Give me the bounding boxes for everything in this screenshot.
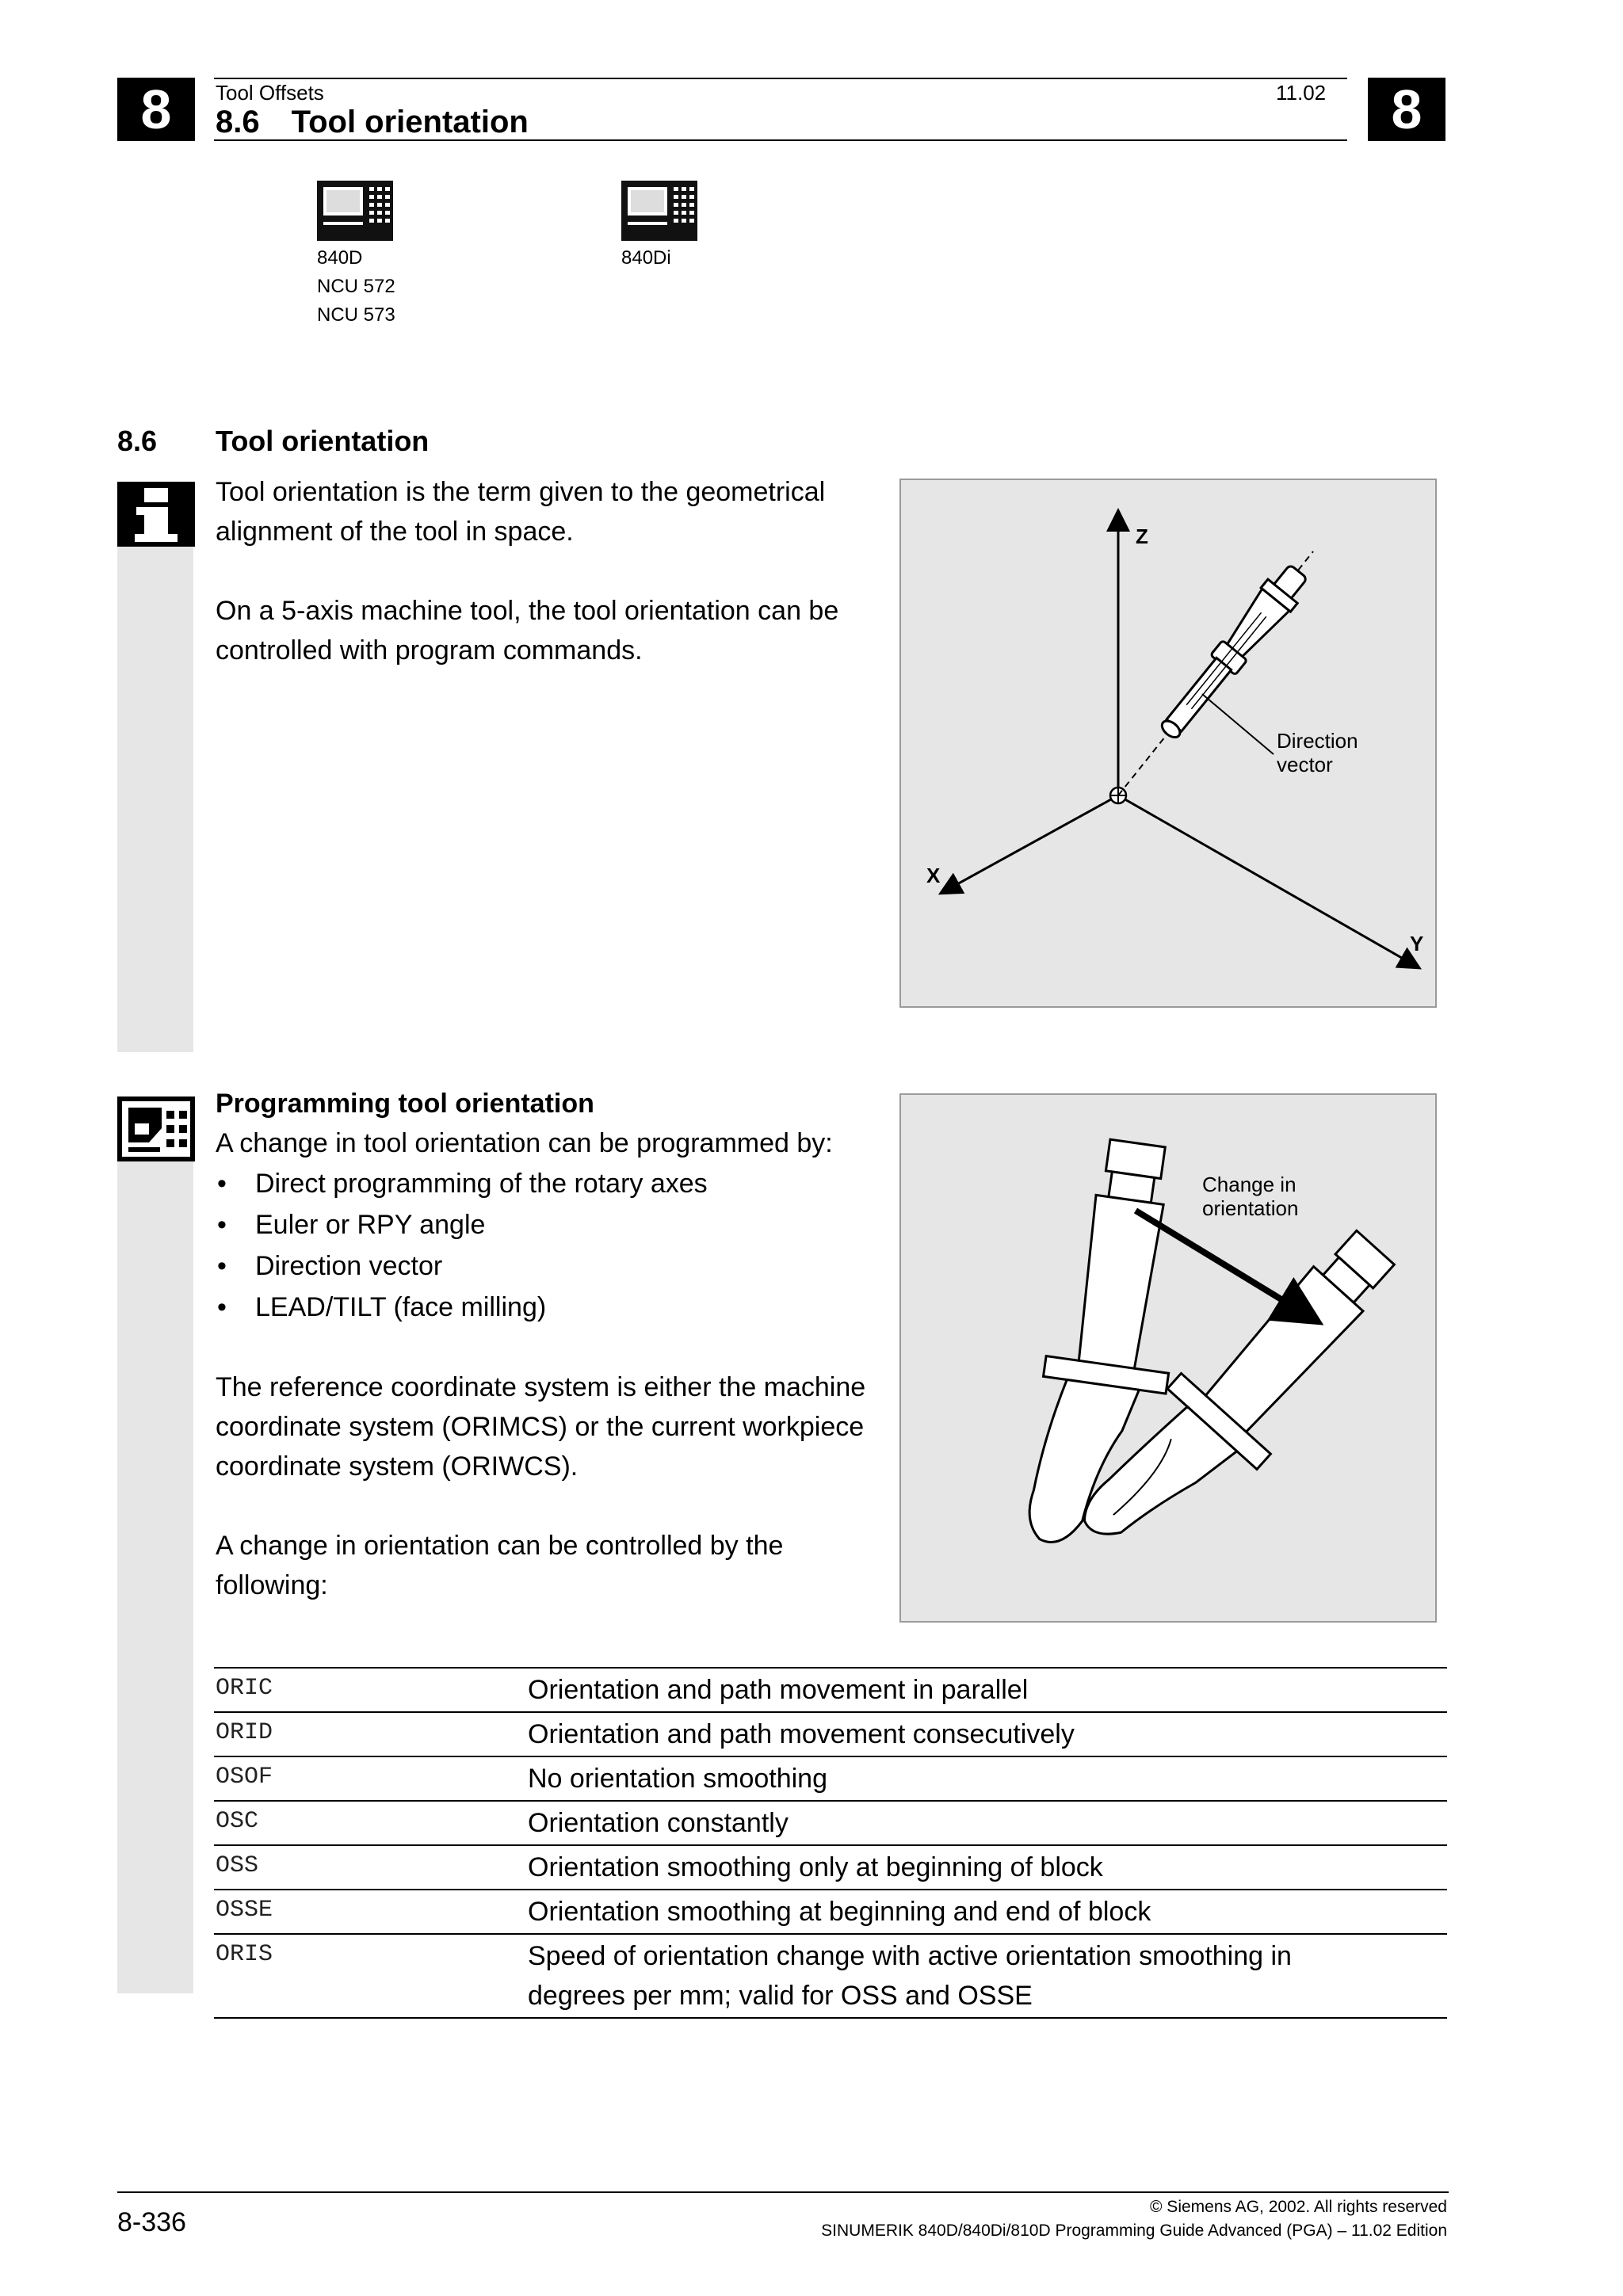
table-row xyxy=(214,1845,1447,1890)
controller-label: NCU 572 xyxy=(317,276,395,297)
controller-label: 840D xyxy=(317,247,363,269)
table-row xyxy=(214,1712,1447,1756)
command-description: Orientation and path movement consecutively xyxy=(526,1712,1447,1756)
orientation-control-paragraph: A change in orientation can be controlled by the following: xyxy=(216,1531,784,1600)
command-description: No orientation smoothing xyxy=(526,1756,1447,1801)
programming-title: Programming tool orientation xyxy=(216,1089,594,1119)
intro-paragraph-2: On a 5-axis machine tool, the tool orientation can be controlled with program commands. xyxy=(216,596,839,666)
intro-paragraph-1: Tool orientation is the term given to the geometrical alignment of the tool in space. xyxy=(216,477,826,547)
command-code: OSC xyxy=(214,1801,526,1845)
y-axis-line xyxy=(1118,795,1411,963)
monitor-icon xyxy=(317,181,393,241)
command-description: Orientation constantly xyxy=(526,1801,1447,1845)
monitor-icon xyxy=(621,181,697,241)
programming-lead: A change in tool orientation can be programmed by: xyxy=(216,1128,833,1158)
direction-vector-label-line1: Direction xyxy=(1277,729,1358,753)
command-description: Orientation smoothing at beginning and end of block xyxy=(526,1890,1447,1934)
intro-text xyxy=(216,472,865,670)
header-title xyxy=(216,105,529,140)
y-axis-label: Y xyxy=(1410,932,1424,955)
header-section-number: 8.6 xyxy=(216,105,260,139)
command-code: OSS xyxy=(214,1845,526,1890)
x-axis-label: X xyxy=(926,864,941,887)
info-icon xyxy=(117,482,195,547)
figure-direction-vector xyxy=(899,479,1437,1008)
direction-vector-label xyxy=(1277,729,1358,776)
list-item: • LEAD/TILT (face milling) xyxy=(216,1287,881,1328)
programming-text xyxy=(216,1084,881,1605)
header-section-title: Tool orientation xyxy=(291,105,529,139)
header-rule-top xyxy=(214,78,1347,79)
section-title: Tool orientation xyxy=(216,425,430,457)
orientation-change-arrow xyxy=(1136,1211,1302,1312)
page-number: 8-336 xyxy=(117,2207,186,2237)
reference-coordinate-paragraph: The reference coordinate system is either the machine coordinate system (ORIMCS) or the current workpiece coordinate system (ORIWCS). xyxy=(216,1372,866,1482)
programming-bullet-list xyxy=(216,1163,881,1328)
command-code: ORIS xyxy=(214,1934,526,2018)
z-axis-label: Z xyxy=(1136,524,1148,548)
list-item: • Direction vector xyxy=(216,1245,881,1287)
section-number: 8.6 xyxy=(117,425,158,457)
command-description: Orientation smoothing only at beginning of block xyxy=(526,1845,1447,1890)
controller-labels-840di xyxy=(621,244,671,273)
tool-shape xyxy=(1152,559,1313,746)
table-row xyxy=(214,1934,1447,2018)
command-description: Orientation and path movement in parallel xyxy=(526,1668,1447,1712)
command-code: OSOF xyxy=(214,1756,526,1801)
chapter-number-left: 8 xyxy=(117,78,195,141)
command-code: ORIC xyxy=(214,1668,526,1712)
figure-change-in-orientation xyxy=(899,1093,1437,1623)
orientation-commands-table xyxy=(214,1667,1447,2019)
footer-rule xyxy=(117,2191,1449,2193)
table-row xyxy=(214,1801,1447,1845)
controller-label: 840Di xyxy=(621,247,671,269)
margin-bar-programming xyxy=(117,1097,193,1993)
x-axis-line xyxy=(949,795,1118,889)
change-orientation-label xyxy=(1202,1173,1298,1220)
list-item: • Euler or RPY angle xyxy=(216,1204,881,1245)
footer-copyright: © Siemens AG, 2002. All rights reserved xyxy=(1150,2198,1447,2216)
programming-icon xyxy=(117,1097,195,1161)
table-row xyxy=(214,1890,1447,1934)
change-orientation-diagram xyxy=(901,1095,1435,1621)
table-row xyxy=(214,1756,1447,1801)
margin-bar-intro xyxy=(117,482,193,1052)
controller-label: NCU 573 xyxy=(317,304,395,326)
direction-vector-label-line2: vector xyxy=(1277,753,1333,776)
table-row xyxy=(214,1668,1447,1712)
change-orientation-label-line2: orientation xyxy=(1202,1196,1299,1220)
header-rule-bottom xyxy=(214,139,1347,141)
controller-labels-840d xyxy=(317,244,395,330)
header-section-label: Tool Offsets xyxy=(216,81,324,105)
chapter-number-right: 8 xyxy=(1368,78,1445,141)
command-code: OSSE xyxy=(214,1890,526,1934)
command-code: ORID xyxy=(214,1712,526,1756)
change-orientation-label-line1: Change in xyxy=(1202,1173,1296,1196)
command-description: Speed of orientation change with active orientation smoothing in degrees per mm; valid for OSS and OSSE xyxy=(526,1934,1447,2018)
list-item: • Direct programming of the rotary axes xyxy=(216,1163,881,1204)
header-date: 11.02 xyxy=(1276,81,1327,105)
footer-document-title: SINUMERIK 840D/840Di/810D Programming Guide Advanced (PGA) – 11.02 Edition xyxy=(821,2222,1447,2240)
